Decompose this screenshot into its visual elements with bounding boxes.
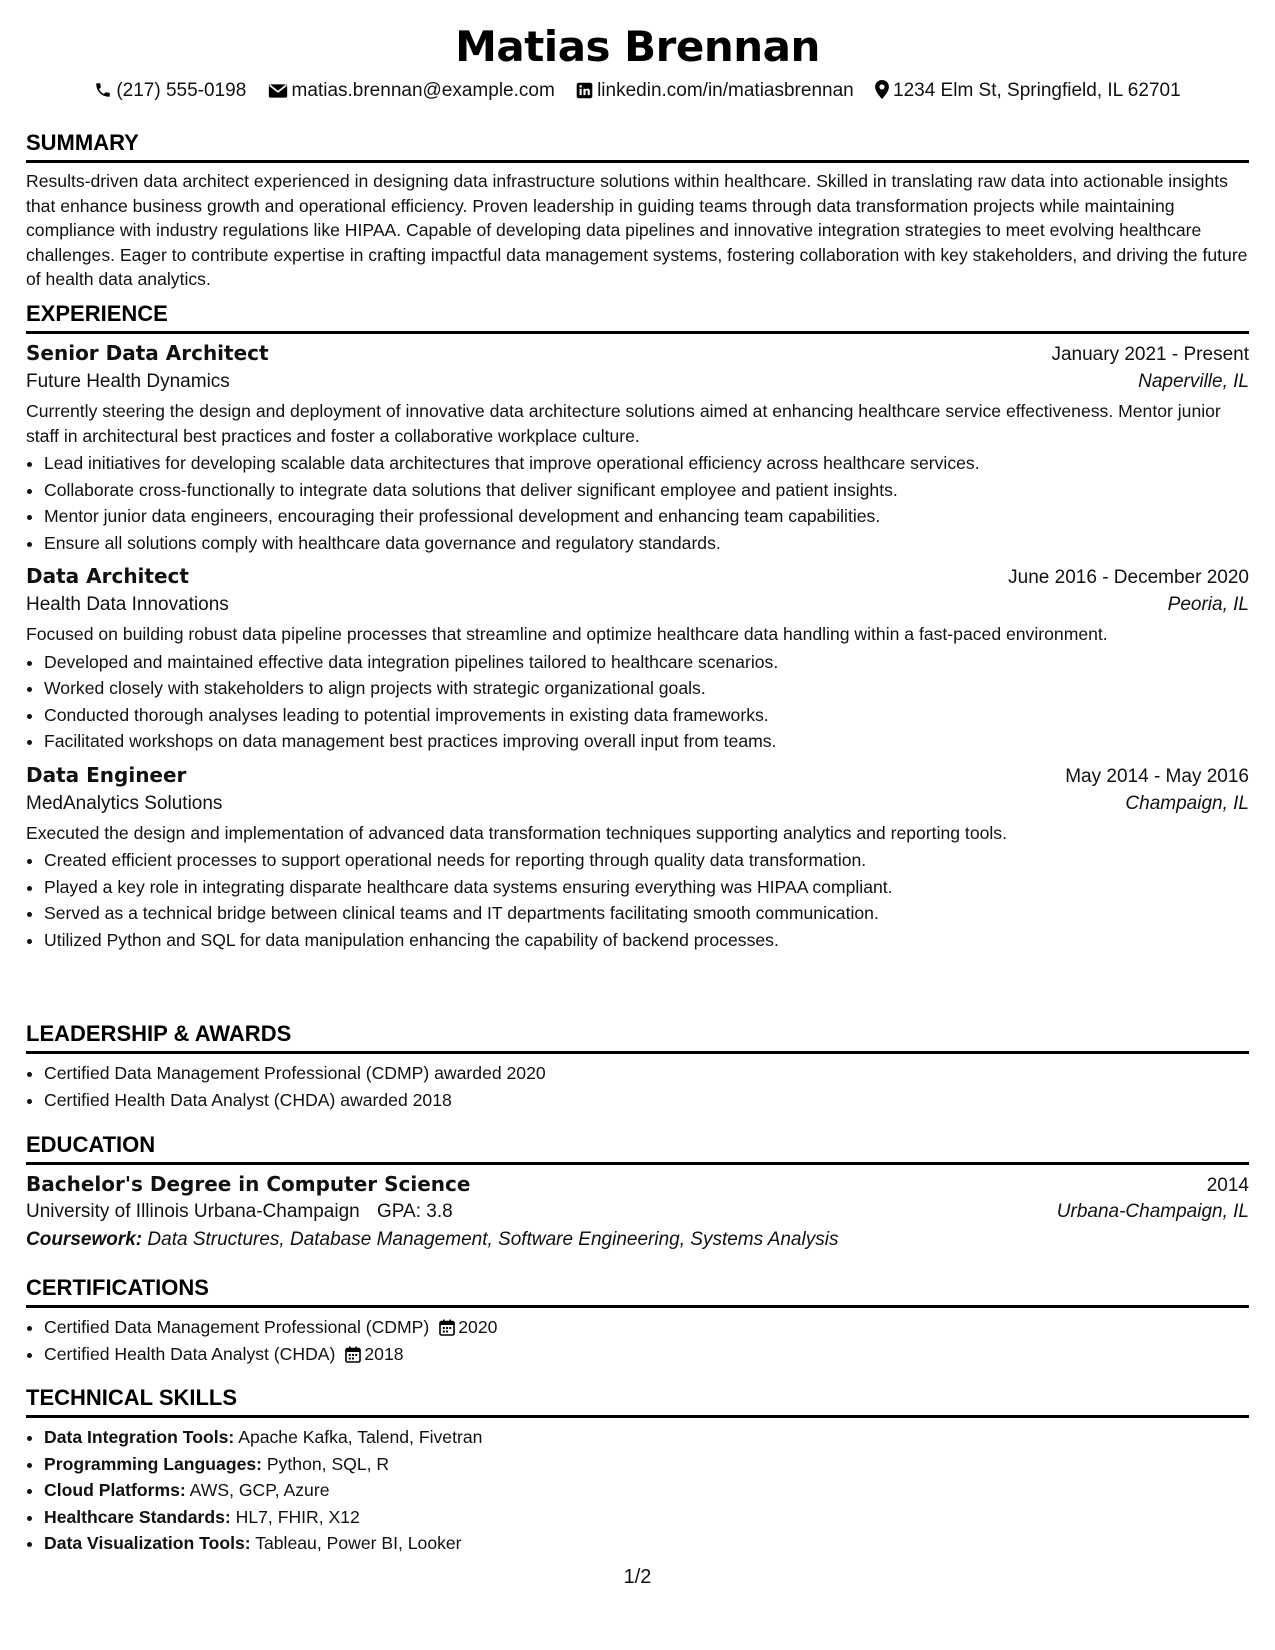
- list-item: • Collaborate cross-functionally to integrate data solutions that deliver significant employee and patient insights.: [44, 477, 1249, 504]
- summary-section: [26, 129, 1249, 292]
- summary-text: Results-driven data architect experienced in designing data infrastructure solutions within healthcare. Skilled in translating raw data into actionable insights that enhance business growth and operational efficiency. Proven leadership in guiding teams through data transformation projects while maintaining compliance with industry regulations like HIPAA. Capable of developing data pipelines and innovative integration strategies to meet evolving healthcare challenges. Eager to contribute expertise in crafting impactful data management systems, fostering collaboration with key stakeholders, and driving the future of health data analytics.: [26, 171, 1248, 289]
- certification-year: 2020: [458, 1317, 498, 1337]
- list-item: • Certified Data Management Professional (CDMP) awarded 2020: [44, 1060, 1249, 1087]
- job-title: Data Engineer: [26, 762, 187, 787]
- resume-name: Matias Brennan: [455, 22, 820, 71]
- skill-value: Python, SQL, R: [266, 1453, 390, 1474]
- education-coursework: [26, 1229, 1249, 1251]
- certification-year: 2018: [364, 1343, 404, 1364]
- list-item: [44, 1504, 1249, 1531]
- phone-icon: [94, 81, 112, 99]
- section-title-summary: SUMMARY: [26, 129, 1249, 163]
- list-item: • Developed and maintained effective data integration pipelines tailored to healthcare scenarios.: [44, 649, 1249, 676]
- list-item: • Worked closely with stakeholders to align projects with strategic organizational goals.: [44, 675, 1249, 702]
- job-title: Data Architect: [26, 564, 189, 588]
- job-company: Health Data Innovations: [26, 594, 229, 615]
- job-dates: May 2014 - May 2016: [1065, 765, 1249, 787]
- list-item: [44, 1451, 1249, 1478]
- certifications-section: [26, 1274, 1249, 1367]
- education-year: 2014: [1206, 1175, 1249, 1196]
- email-text: matias.brennan@example.com: [291, 80, 555, 101]
- skill-label: Data Visualization Tools:: [44, 1533, 251, 1553]
- job-bullets: [26, 450, 1249, 556]
- skill-value: Apache Kafka, Talend, Fivetran: [238, 1427, 483, 1447]
- phone-text: (217) 555-0198: [116, 80, 247, 101]
- list-item: [44, 1424, 1249, 1451]
- linkedin-text: linkedin.com/in/matiasbrennan: [597, 80, 854, 101]
- map-pin-icon: [875, 80, 889, 99]
- calendar-icon: [345, 1346, 361, 1363]
- job-entry: [26, 564, 1249, 755]
- job-description: Focused on building robust data pipeline processes that streamline and optimize healthcare data handling within a fast-paced environment.: [26, 624, 1108, 644]
- section-title-certifications: CERTIFICATIONS: [26, 1274, 1249, 1308]
- job-dates: January 2021 - Present: [1051, 344, 1249, 365]
- job-location: Naperville, IL: [1138, 371, 1249, 392]
- list-item: • Served as a technical bridge between clinical teams and IT departments facilitating smooth communication.: [44, 900, 1249, 927]
- certification-name: Certified Data Management Professional (CDMP): [44, 1317, 430, 1337]
- education-gpa: GPA: 3.8: [376, 1201, 453, 1222]
- skill-value: Tableau, Power BI, Looker: [255, 1533, 462, 1553]
- job-location: Peoria, IL: [1167, 594, 1249, 615]
- contact-linkedin[interactable]: [576, 80, 854, 102]
- section-title-leadership: LEADERSHIP & AWARDS: [26, 1020, 1249, 1054]
- job-dates: June 2016 - December 2020: [1008, 567, 1249, 588]
- skill-value: AWS, GCP, Azure: [189, 1480, 330, 1500]
- education-location: Urbana-Champaign, IL: [1056, 1201, 1249, 1222]
- list-item: • Certified Health Data Analyst (CHDA) awarded 2018: [44, 1087, 1249, 1114]
- page-number: 1/2: [623, 1566, 652, 1588]
- job-description: Currently steering the design and deployment of innovative data architecture solutions aimed at enhancing healthcare service effectiveness. Mentor junior staff in architectural best practices and foster a collaborative workplace culture.: [26, 401, 1221, 446]
- list-item: • Conducted thorough analyses leading to potential improvements in existing data frameworks.: [44, 702, 1249, 729]
- job-description: Executed the design and implementation of advanced data transformation techniques supporting analytics and reporting tools.: [26, 822, 1007, 843]
- job-bullets: [26, 649, 1249, 755]
- list-item: • Ensure all solutions comply with healthcare data governance and regulatory standards.: [44, 530, 1249, 557]
- skill-value: HL7, FHIR, X12: [235, 1506, 360, 1527]
- job-entry: [26, 341, 1249, 556]
- education-degree: Bachelor's Degree in Computer Science: [26, 1172, 471, 1196]
- skill-label: Data Integration Tools:: [44, 1427, 235, 1447]
- contact-phone[interactable]: [94, 80, 246, 102]
- section-title-skills: TECHNICAL SKILLS: [26, 1384, 1249, 1418]
- address-text: 1234 Elm St, Springfield, IL 62701: [893, 80, 1181, 101]
- job-title: Senior Data Architect: [26, 341, 269, 365]
- calendar-icon: [439, 1319, 455, 1336]
- linkedin-icon: [576, 82, 593, 99]
- skills-list: [26, 1424, 1249, 1557]
- job-bullets: [26, 847, 1249, 953]
- skill-label: Healthcare Standards:: [44, 1506, 231, 1527]
- list-item: [44, 1477, 1249, 1504]
- list-item: • Played a key role in integrating disparate healthcare data systems ensuring everything was HIPAA compliant.: [44, 874, 1249, 901]
- section-title-experience: EXPERIENCE: [26, 300, 1249, 334]
- list-item: • Lead initiatives for developing scalable data architectures that improve operational efficiency across healthcare services.: [44, 450, 1249, 477]
- section-title-education: EDUCATION: [26, 1131, 1249, 1165]
- contact-address: [875, 80, 1181, 102]
- list-item: [44, 1314, 1249, 1341]
- education-school: University of Illinois Urbana-Champaign: [26, 1201, 360, 1222]
- certifications-list: [26, 1314, 1249, 1367]
- job-location: Champaign, IL: [1125, 792, 1249, 814]
- experience-section: [26, 300, 1249, 953]
- contact-bar: [0, 80, 1275, 102]
- job-company: MedAnalytics Solutions: [26, 792, 223, 814]
- list-item: • Created efficient processes to support operational needs for reporting through quality data transformation.: [44, 847, 1249, 874]
- list-item: • Utilized Python and SQL for data manipulation enhancing the capability of backend processes.: [44, 927, 1249, 954]
- coursework-label: Coursework:: [26, 1229, 143, 1250]
- list-item: • Mentor junior data engineers, encouraging their professional development and enhancing team capabilities.: [44, 503, 1249, 530]
- job-entry: [26, 763, 1249, 954]
- envelope-icon: [268, 83, 288, 99]
- leadership-list: [26, 1060, 1249, 1113]
- skills-section: [26, 1384, 1249, 1557]
- coursework-text: Data Structures, Database Management, Software Engineering, Systems Analysis: [147, 1229, 839, 1250]
- skill-label: Programming Languages:: [44, 1453, 262, 1474]
- certification-name: Certified Health Data Analyst (CHDA): [44, 1343, 336, 1364]
- list-item: [44, 1530, 1249, 1557]
- job-company: Future Health Dynamics: [26, 371, 230, 392]
- list-item: • Facilitated workshops on data management best practices improving overall input from teams.: [44, 728, 1249, 755]
- list-item: [44, 1341, 1249, 1368]
- contact-email[interactable]: [268, 80, 555, 102]
- leadership-section: [26, 1020, 1249, 1113]
- skill-label: Cloud Platforms:: [44, 1480, 186, 1500]
- education-section: [26, 1131, 1249, 1251]
